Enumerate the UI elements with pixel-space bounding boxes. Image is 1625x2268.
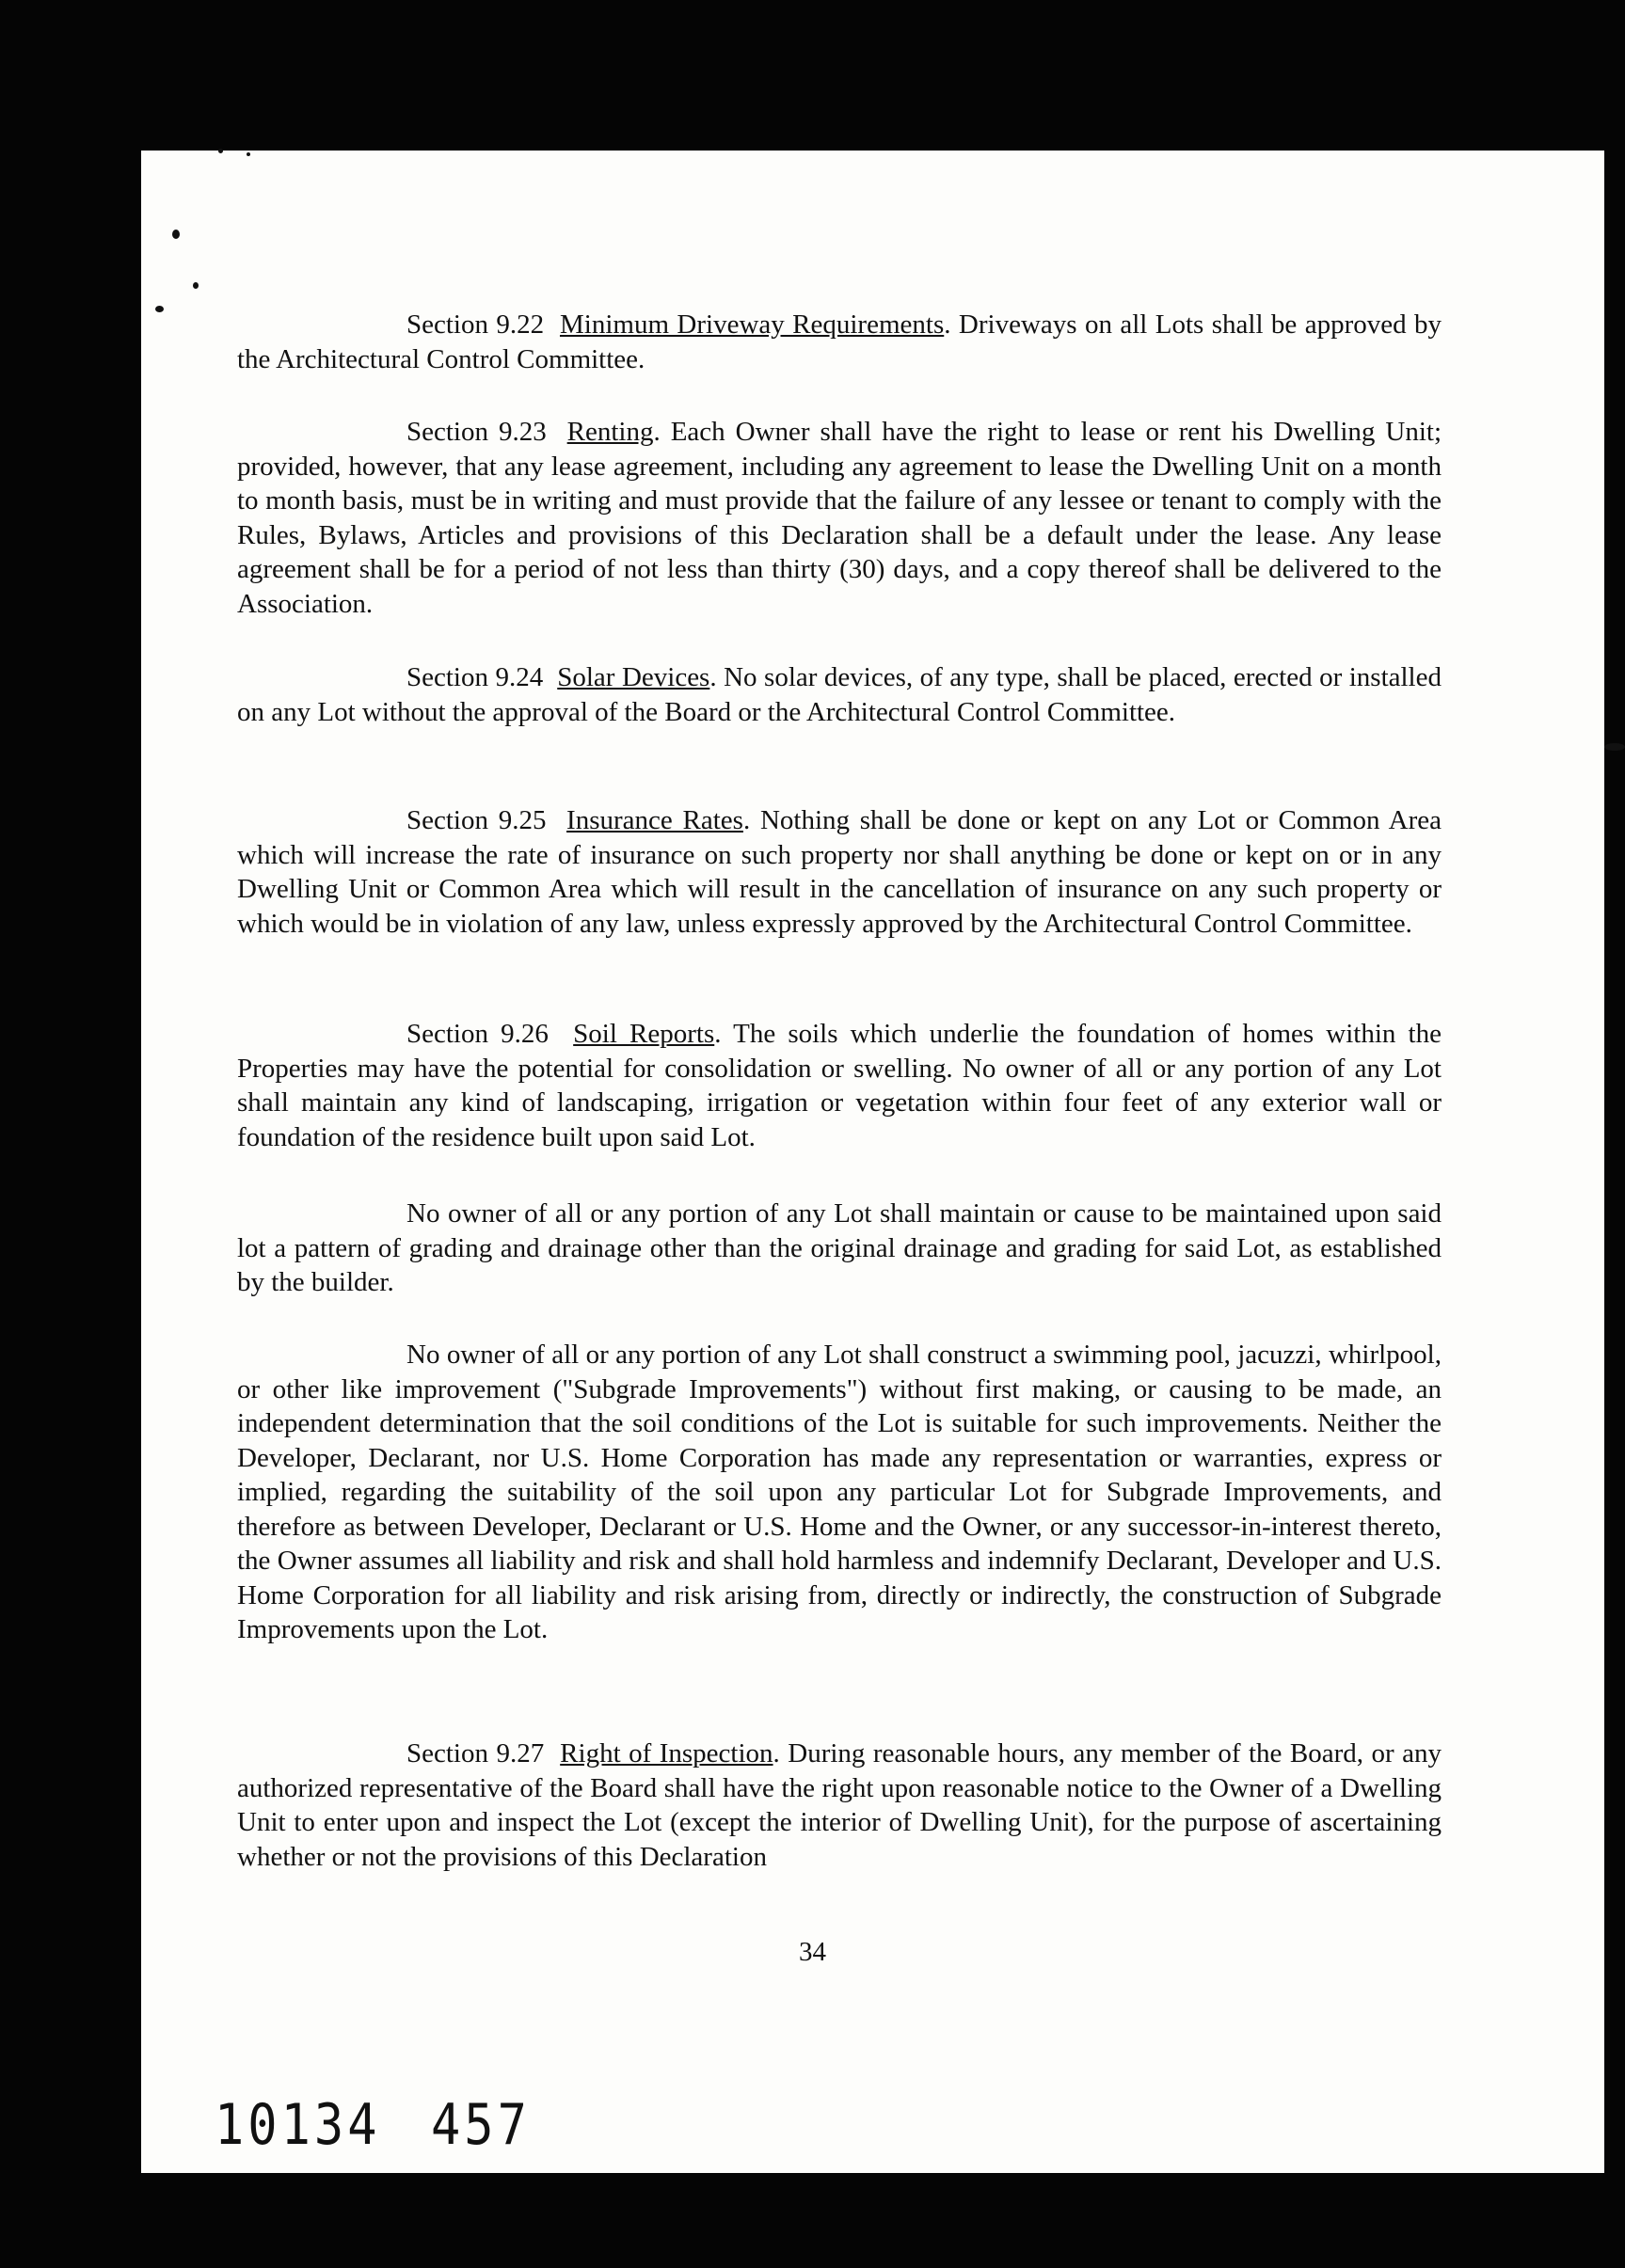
- section-9-26-grading: [237, 1197, 1442, 1300]
- section-body: . Nothing shall be done or kept on any Lot or Common Area which will increase the rate of insurance on such property nor shall anything be done or kept on or in any Dwelling Unit or Common Area which will result in the cancellation of insurance on any such property or which would be in violation of any law, unless expressly approved by the Architectural Control Committee.: [237, 805, 1442, 939]
- section-body: . No solar devices, of any type, shall be placed, erected or installed on any Lot without the approval of the Board or the Architectural Control Committee.: [237, 662, 1442, 727]
- section-9-26-subgrade: [237, 1338, 1442, 1647]
- section-heading: Right of Inspection: [560, 1738, 773, 1768]
- scan-speck: [247, 152, 250, 156]
- scan-speck: [193, 282, 199, 289]
- section-9-25: [237, 803, 1442, 941]
- section-9-22: [237, 308, 1442, 376]
- section-heading: Solar Devices: [557, 662, 710, 692]
- section-body: . The soils which underlie the foundation of homes within the Properties may have the potential for consolidation or swelling. No owner of all or any portion of any Lot shall maintain any kind of landscaping, irrigation or vegetation within four feet of any exterior wall or foundation of the residence built upon said Lot.: [237, 1019, 1442, 1152]
- section-body: . During reasonable hours, any member of the Board, or any authorized representative of the Board shall have the right upon reasonable notice to the Owner of a Dwelling Unit to enter upon and inspect the Lot (except the interior of Dwelling Unit), for the purpose of ascertaining whether or not the provisions of this Declaration: [237, 1738, 1442, 1872]
- section-9-27: [237, 1737, 1442, 1874]
- section-prefix: Section 9.22: [406, 309, 545, 340]
- section-prefix: Section 9.27: [406, 1738, 545, 1768]
- scan-speck: [172, 230, 180, 239]
- section-body: . Driveways on all Lots shall be approved by the Architectural Control Committee.: [237, 309, 1442, 374]
- section-heading: Soil Reports: [573, 1019, 715, 1049]
- scan-speck: [1604, 743, 1625, 751]
- section-heading: Insurance Rates: [566, 805, 743, 835]
- section-prefix: Section 9.25: [406, 805, 547, 835]
- section-prefix: Section 9.23: [406, 417, 547, 447]
- section-body: . Each Owner shall have the right to lease or rent his Dwelling Unit; provided, however, that any lease agreement, including any agreement to lease the Dwelling Unit on a month to month basis, must be in writing and must provide that the failure of any lessee or tenant to comply with the Rules, Bylaws, Articles and provisions of this Declaration shall be a default under the lease. Any lease agreement shall be for a period of not less than thirty (30) days, and a copy thereof shall be delivered to the Association.: [237, 417, 1442, 619]
- recording-stamp-page: 457: [431, 2093, 531, 2158]
- scan-speck: [218, 149, 223, 153]
- recording-stamp-book: 10134: [215, 2093, 381, 2158]
- page-number: 34: [799, 1937, 826, 1967]
- section-body: No owner of all or any portion of any Lot shall maintain or cause to be maintained upon said lot a pattern of grading and drainage other than the original drainage and grading for said Lot, as established by the builder.: [237, 1198, 1442, 1297]
- section-heading: Renting: [566, 417, 654, 447]
- section-9-26: [237, 1017, 1442, 1154]
- section-prefix: Section 9.24: [406, 662, 544, 692]
- scan-speck: [155, 306, 164, 312]
- section-prefix: Section 9.26: [406, 1019, 549, 1049]
- section-heading: Minimum Driveway Requirements: [559, 309, 945, 340]
- section-9-24: [237, 660, 1442, 729]
- section-body: No owner of all or any portion of any Lot shall construct a swimming pool, jacuzzi, whirlpool, or other like improvement ("Subgrade Improvements") without first making, or causing to be made, an independent determination that the soil conditions of the Lot is suitable for such improvements. Neither the Developer, Declarant, nor U.S. Home Corporation has made any representation or warranties, express or implied, regarding the suitability of the soil upon any particular Lot for Subgrade Improvements, and therefore as between Developer, Declarant or U.S. Home and the Owner, or any successor-in-interest thereto, the Owner assumes all liability and risk and shall hold harmless and indemnify Declarant, Developer and U.S. Home Corporation for all liability and risk arising from, directly or indirectly, the construction of Subgrade Improvements upon the Lot.: [237, 1340, 1442, 1644]
- section-9-23: [237, 415, 1442, 621]
